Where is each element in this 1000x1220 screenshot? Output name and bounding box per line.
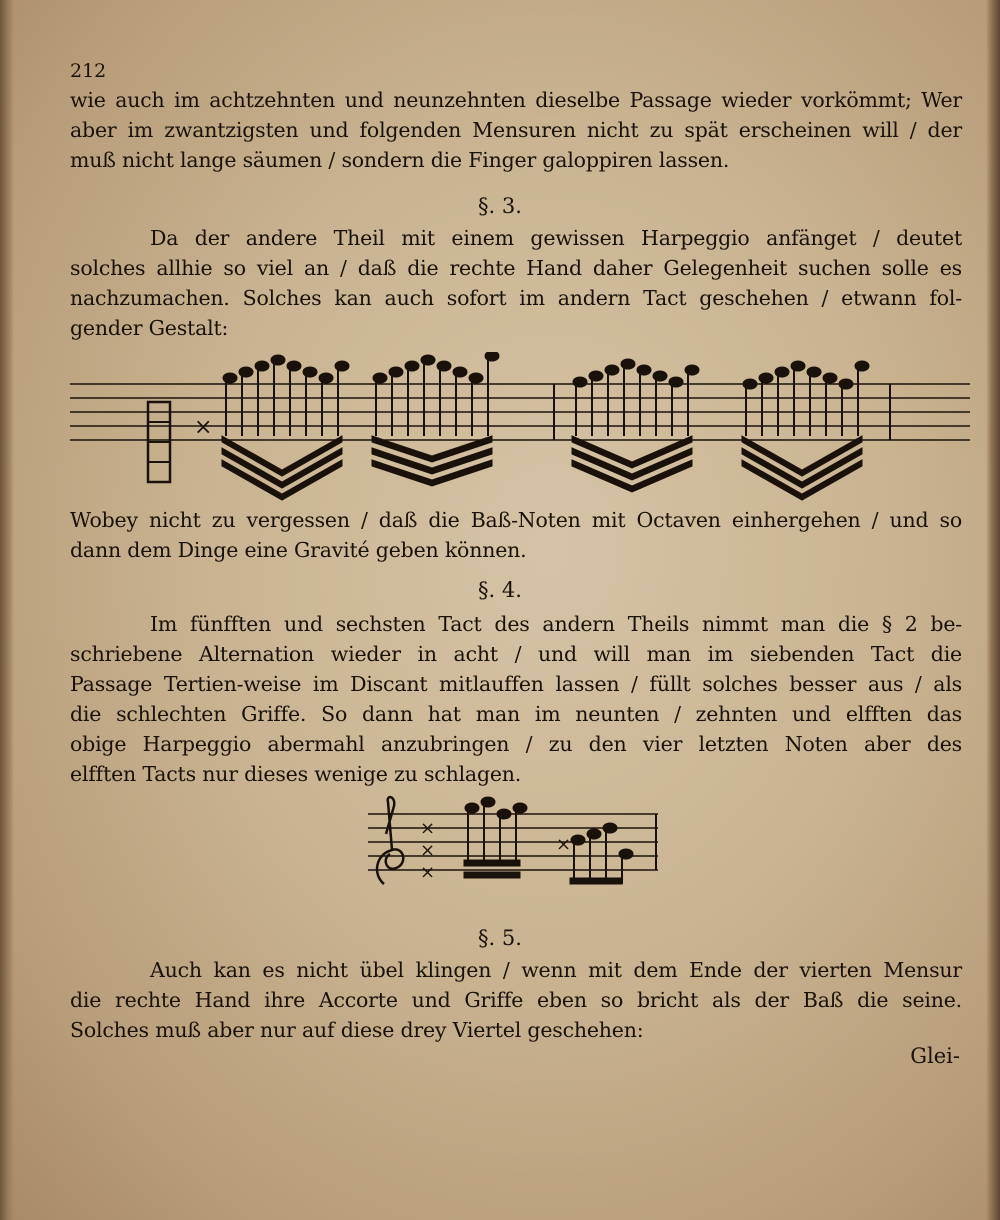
page-edge-right — [986, 0, 1000, 1220]
text-line: dann dem Dinge eine Gravité geben können. — [70, 538, 527, 562]
text-line: solches allhie so viel an / daß die rechte Hand daher Gelegenheit suchen solle es — [70, 256, 962, 280]
section-heading: §. 5. — [478, 926, 522, 950]
page-edge-left — [0, 0, 14, 1220]
music-example-harpeggio — [70, 352, 970, 502]
page-number: 212 — [70, 60, 107, 82]
text-line: elfften Tacts nur dieses wenige zu schlagen. — [70, 762, 522, 786]
svg-text:×: × — [194, 415, 213, 440]
catchword: Glei- — [910, 1044, 960, 1068]
text-line: nachzumachen. Solches kan auch sofort im andern Tact geschehen / etwann fol- — [70, 286, 962, 310]
svg-text:×: × — [420, 840, 436, 861]
text-line: Solches muß aber nur auf diese drey Viertel geschehen: — [70, 1018, 644, 1042]
text-line: Passage Tertien-weise im Discant mitlauffen lassen / füllt solches besser aus / als — [70, 672, 962, 696]
music-example-final-notes — [368, 794, 662, 894]
text-line: Auch kan es nicht übel klingen / wenn mit dem Ende der vierten Mensur — [150, 958, 962, 982]
text-line: wie auch im achtzehnten und neunzehnten dieselbe Passage wieder vorkömmt; Wer — [70, 88, 962, 112]
text-line: muß nicht lange säumen / sondern die Finger galoppiren lassen. — [70, 148, 730, 172]
text-line: gender Gestalt: — [70, 316, 229, 340]
svg-text:×: × — [420, 818, 436, 839]
svg-text:×: × — [556, 834, 572, 855]
text-line: Da der andere Theil mit einem gewissen Harpeggio anfänget / deutet — [150, 226, 962, 250]
section-heading: §. 4. — [478, 578, 522, 602]
text-line: aber im zwantzigsten und folgenden Mensuren nicht zu spät erscheinen will / der — [70, 118, 962, 142]
text-line: die schlechten Griffe. So dann hat man im neunten / zehnten und elfften das — [70, 702, 962, 726]
section-heading: §. 3. — [478, 194, 522, 218]
text-line: Wobey nicht zu vergessen / daß die Baß-Noten mit Octaven einhergehen / und so — [70, 508, 962, 532]
svg-text:×: × — [420, 862, 436, 883]
text-line: Im fünfften und sechsten Tact des andern Theils nimmt man die § 2 be- — [150, 612, 962, 636]
text-line: obige Harpeggio abermahl anzubringen / zu den vier letzten Noten aber des — [70, 732, 962, 756]
text-line: die rechte Hand ihre Accorte und Griffe eben so bricht als der Baß die seine. — [70, 988, 962, 1012]
text-line: schriebene Alternation wieder in acht / und will man im siebenden Tact die — [70, 642, 962, 666]
